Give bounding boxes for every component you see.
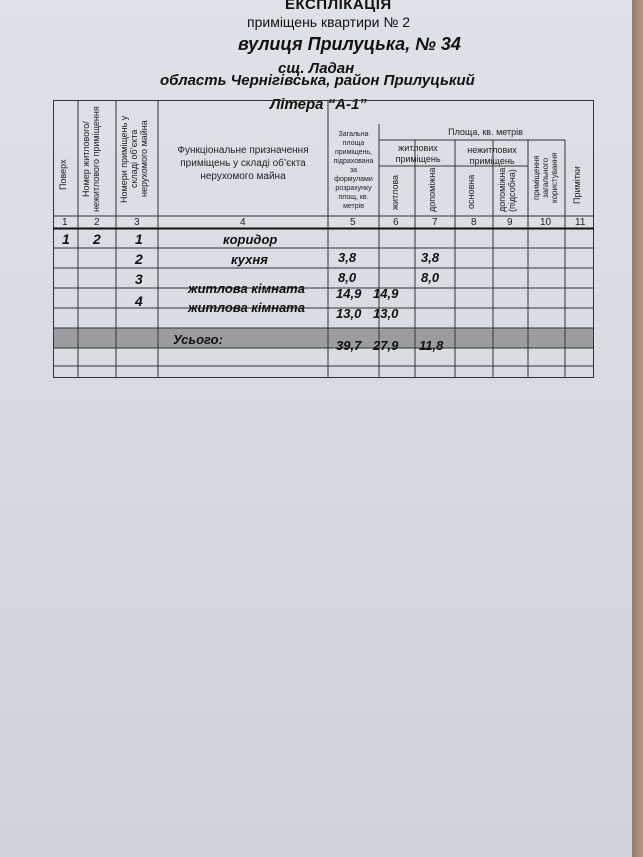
cell-total-area: 13,0 (336, 306, 362, 321)
document-title: ЕКСПЛІКАЦІЯ (285, 0, 392, 13)
total-auxiliary-area: 11,8 (419, 338, 444, 353)
cell-living-area: 13,0 (373, 306, 399, 321)
col-header-purpose: Функціональне призначення приміщень у складі об’єкта нерухомого майна (177, 145, 309, 182)
apartment-line: приміщень квартири № 2 (247, 14, 411, 30)
total-area: 39,7 (336, 338, 362, 353)
col-header-auxiliary: допоміжна (427, 167, 437, 212)
cell-purpose: житлова кімната (188, 281, 305, 296)
col-number: 4 (240, 217, 246, 228)
col-number: 3 (134, 217, 140, 228)
cell-total-area: 14,9 (336, 286, 362, 301)
col-number: 2 (94, 217, 100, 228)
col-number: 5 (350, 217, 356, 228)
col-number: 11 (575, 217, 586, 228)
col-header-residential-number: Номер житлового/ нежитлового приміщення (81, 106, 101, 212)
col-number: 7 (432, 217, 438, 228)
total-living-area: 27,9 (373, 338, 399, 353)
cell-auxiliary-area: 8,0 (421, 270, 440, 285)
street-line: вулиця Прилуцька, № 34 (238, 34, 461, 54)
col-header-notes: Примітки (572, 166, 582, 204)
col-number: 9 (507, 217, 513, 228)
total-label: Усього: (173, 332, 223, 347)
settlement-line: сщ. Ладан (278, 60, 355, 77)
col-header-floor: Поверх (58, 159, 68, 191)
cell-purpose: кухня (231, 252, 268, 267)
cell-residential-number: 2 (93, 231, 101, 247)
cell-total-area: 8,0 (338, 270, 357, 285)
col-number: 10 (540, 217, 552, 228)
cell-living-area: 14,9 (373, 286, 399, 301)
col-header-living: житлова (390, 174, 400, 210)
table-surface (632, 0, 643, 857)
col-header-area-group: Площа, кв. метрів (448, 127, 523, 137)
cell-room-number: 2 (135, 251, 143, 267)
letter-line: Літера “А-1” (270, 96, 367, 113)
explication-table (53, 100, 594, 378)
region-line: область Чернігівська, район Прилуцький (160, 72, 475, 89)
col-header-auxiliary-utility: допоміжна (підсобна) (497, 167, 517, 212)
col-number: 8 (471, 217, 477, 228)
col-header-room-numbers: Номери приміщень у складі об’єкта нерухомого майна (119, 115, 149, 203)
col-number: 6 (393, 217, 399, 228)
cell-room-number: 4 (135, 293, 143, 309)
col-number: 1 (62, 217, 68, 228)
cell-total-area: 3,8 (338, 250, 357, 265)
col-header-residential-group: житлових приміщень (395, 143, 441, 164)
col-header-main: основна (466, 174, 476, 210)
col-header-nonresidential-group: нежитлових приміщень (467, 145, 517, 166)
cell-purpose: житлова кімната (188, 300, 305, 315)
cell-room-number: 3 (135, 271, 143, 287)
col-header-common-use: приміщення загального користування (532, 152, 559, 204)
cell-room-number: 1 (135, 231, 143, 247)
cell-purpose: коридор (223, 232, 278, 247)
cell-floor: 1 (62, 231, 70, 247)
col-header-total-area: Загальна площа приміщень, підрахована за формулами розрахунку площ, кв. метрів (333, 131, 374, 210)
cell-auxiliary-area: 3,8 (421, 250, 440, 265)
